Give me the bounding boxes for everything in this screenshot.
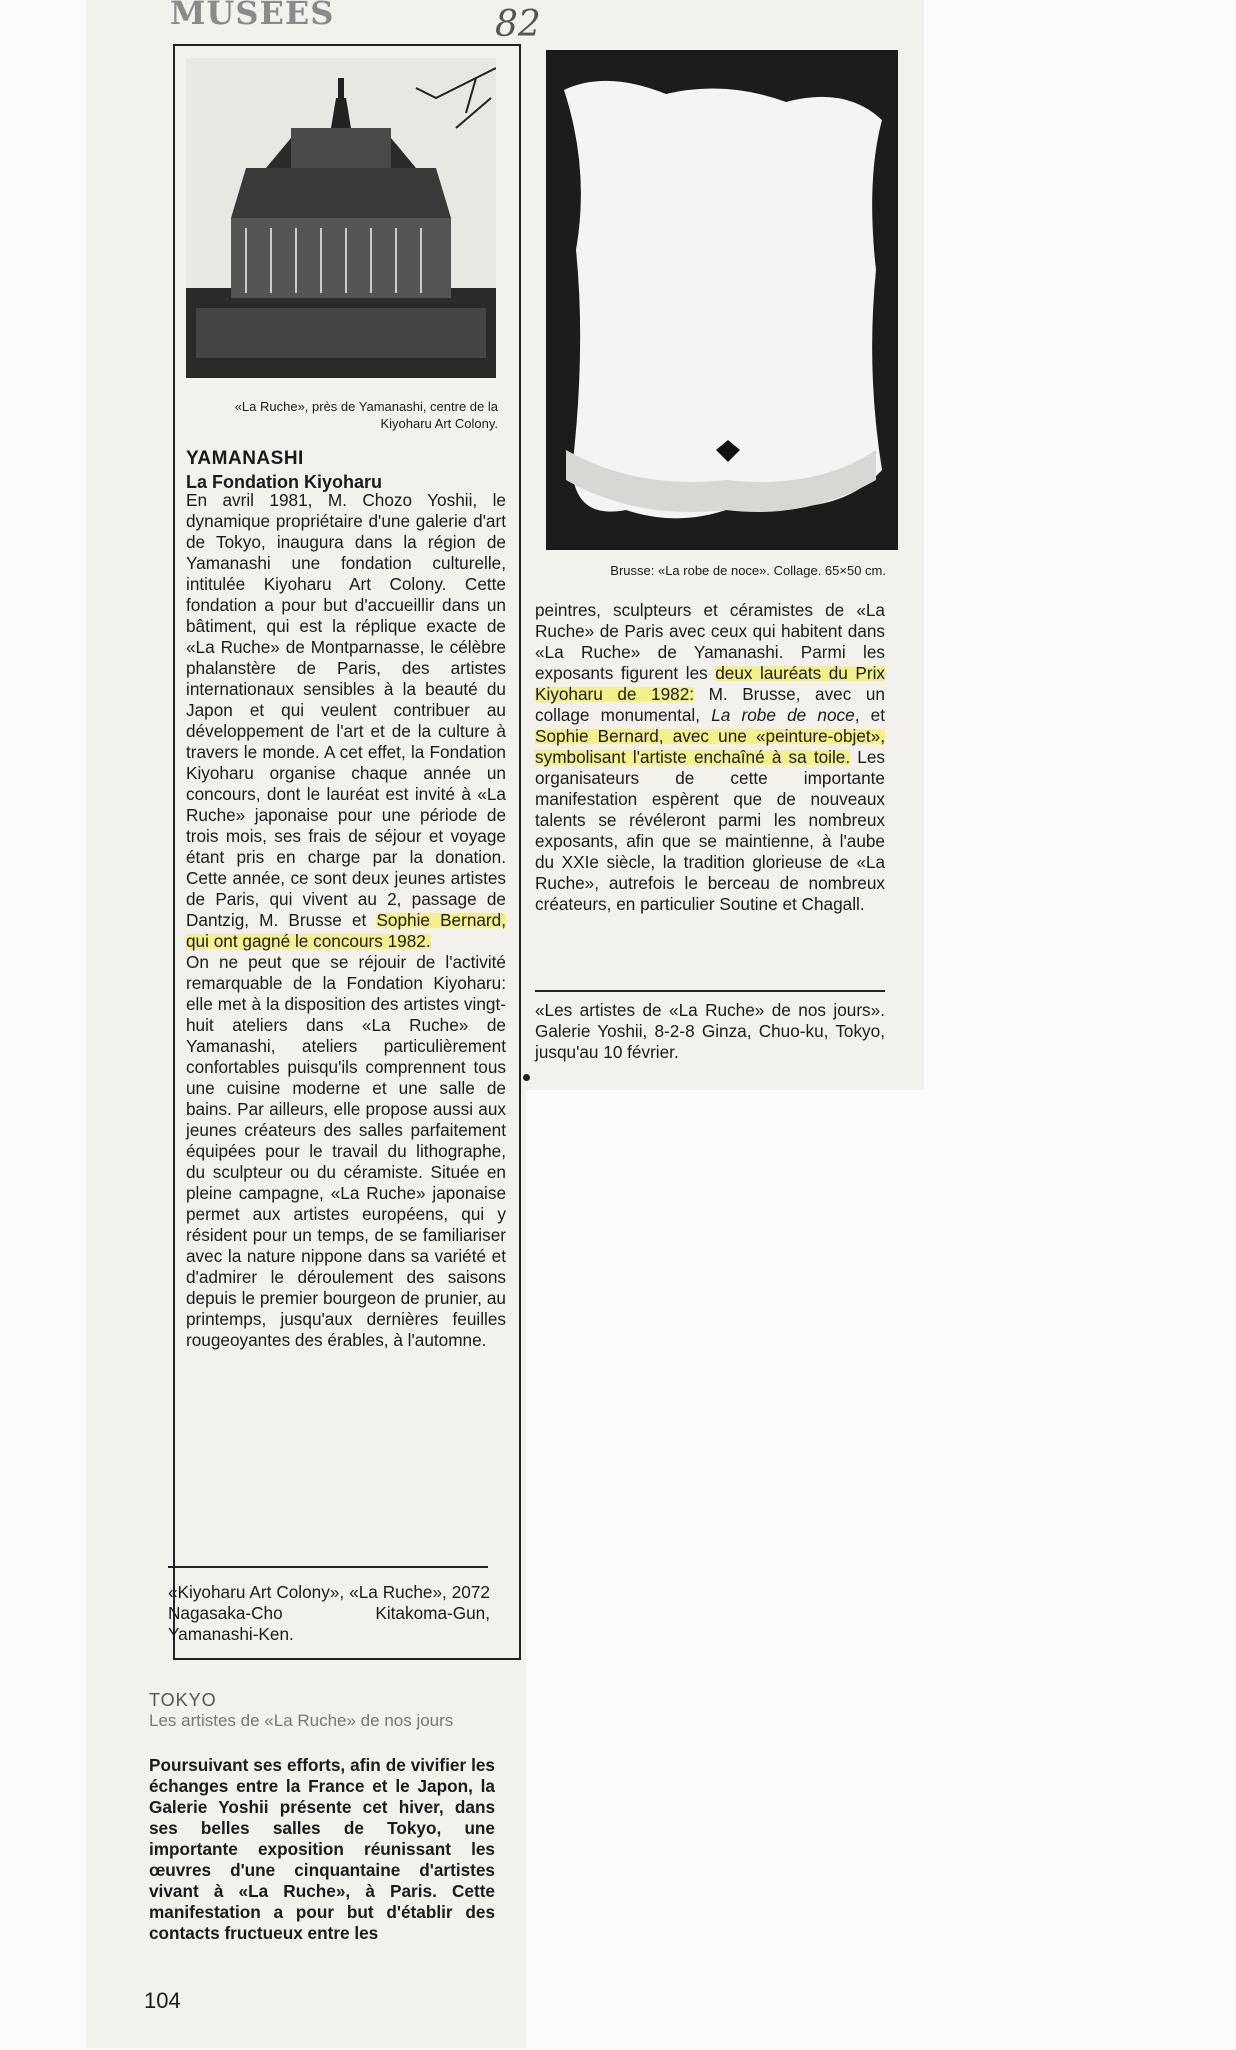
highlighted-text: Sophie Bernard, avec une «peinture-objet», symbolisant l'artiste enchaîné à sa toile. (535, 726, 885, 767)
exhibition-info: «Les artistes de «La Ruche» de nos jours». Galerie Yoshii, 8-2-8 Ginza, Chuo-ku, Tokyo, jusqu'au 10 février. (535, 1000, 885, 1062)
body-paragraph: On ne peut que se réjouir de l'activité remarquable de la Fondation Kiyoharu: elle met à la disposition des artistes vingt-huit ateliers dans «La Ruche» de Yamanashi, ateliers particulièrement confortables puisqu'ils comprennent tous une cuisine moderne et une salle de bains. Par ailleurs, elle propose aussi aux jeunes créateurs des salles parfaitement équipées pour le travail du lithographe, du sculpteur ou du céramiste. Située en pleine campagne, «La Ruche» japonaise permet aux artistes européens, qui y résident pour un temps, de se familiariser avec la nature nippone dans sa variété et d'admirer le déroulement des saisons depuis le premier bourgeon de prunier, au printemps, jusqu'aux dernières feuilles rougeoyantes des érables, à l'automne. (186, 952, 506, 1350)
ink-dot (523, 1074, 530, 1081)
article-body (186, 490, 506, 1351)
handwritten-note: 82 (495, 4, 541, 45)
article-city: YAMANASHI (186, 448, 304, 469)
clipping-cutout (526, 1090, 926, 2050)
divider (168, 1566, 488, 1568)
tokyo-title: Les artistes de «La Ruche» de nos jours (149, 1711, 454, 1730)
highlighted-text: Sophie Bernard, qui ont gagné le concours 1982. (186, 910, 506, 951)
page-number: 104 (144, 1988, 181, 2013)
tokyo-city: TOKYO (149, 1690, 217, 1710)
la-ruche-photo (186, 58, 496, 378)
divider (535, 990, 885, 992)
body-paragraph: En avril 1981, M. Chozo Yoshii, le dynamique propriétaire d'une galerie d'art de Tokyo, inaugura dans la région de Yamanashi une fondation culturelle, intitulée Kiyoharu Art Colony. Cette fondation a pour but d'accueillir dans un bâtiment, qui est la réplique exacte de «La Ruche» de Montparnasse, le célèbre phalanstère de Paris, des artistes internationaux sensibles à la beauté du Japon et qui veulent contribuer au développement de l'art et de la culture à travers le monde. A cet effet, la Fondation Kiyoharu organise chaque année un concours, dont le lauréat est invité à «La Ruche» japonaise pour une période de trois mois, ses frais de séjour et voyage étant pris en charge par la donation. Cette année, ce sont deux jeunes artistes de Paris, qui vivent au 2, passage de Dantzig, M. Brusse et (186, 490, 506, 930)
body-text: peintres, sculpteurs et céramistes de «La Ruche» de Paris avec ceux qui habitent dans «La Ruche» de Yamanashi. Parmi les exposants figurent les (535, 600, 885, 683)
article-continuation (535, 600, 885, 915)
left-photo-caption: «La Ruche», près de Yamanashi, centre de la Kiyoharu Art Colony. (234, 399, 498, 431)
robe-de-noce-photo (546, 50, 898, 550)
artwork-title: La robe de noce (711, 705, 855, 725)
article-title: La Fondation Kiyoharu (186, 472, 382, 492)
body-text: Les organisateurs de cette importante manifestation espèrent que de nouveaux talents se révéleront parmi les nombreux exposants, afin que se maintienne, à l'aube du XXIe siècle, la tradition glorieuse de «La Ruche», autrefois le berceau de nombreux créateurs, en particulier Soutine et Chagall. (535, 747, 885, 914)
masthead: MUSEES (170, 0, 335, 32)
body-text: M. Brusse, avec un collage monumental, (535, 684, 885, 725)
article-heading (186, 448, 506, 493)
body-text: , et (854, 705, 886, 725)
highlighted-text: deux lauréats du Prix Kiyoharu de 1982: (535, 663, 885, 704)
address-info: «Kiyoharu Art Colony», «La Ruche», 2072 Nagasaka-Cho Kitakoma-Gun, Yamanashi-Ken. (168, 1582, 490, 1644)
tokyo-body: Poursuivant ses efforts, afin de vivifier les échanges entre la France et le Japon, la Galerie Yoshii présente cet hiver, dans ses belles salles de Tokyo, une importante exposition réunissant les œuvres d'une cinquantaine d'artistes vivant à «La Ruche», à Paris. Cette manifestation a pour but d'établir des contacts fructueux entre les (149, 1755, 495, 1943)
right-photo-caption: Brusse: «La robe de noce». Collage. 65×50 cm. (610, 563, 886, 578)
tokyo-heading (149, 1690, 495, 1731)
